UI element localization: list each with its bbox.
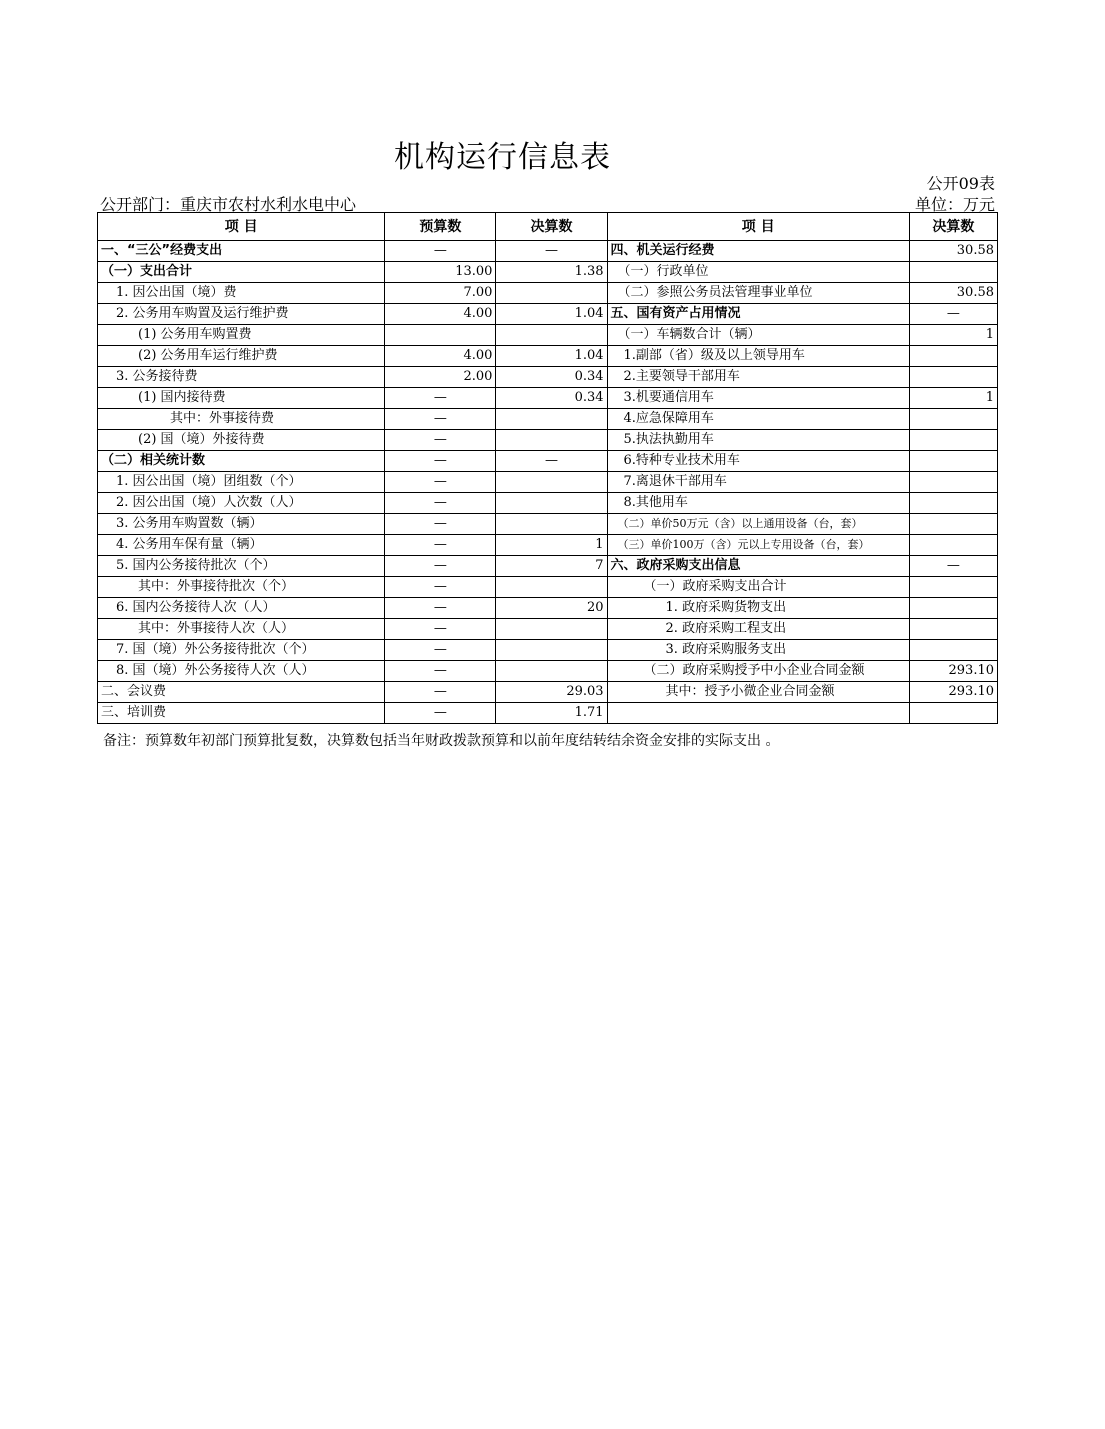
row-budget: — — [385, 535, 496, 556]
row-budget: — — [385, 493, 496, 514]
row-final-left: 1.71 — [496, 703, 607, 724]
table-row — [98, 409, 998, 430]
header-budget: 预算数 — [385, 213, 496, 241]
row-final-left: 20 — [496, 598, 607, 619]
row-final-right — [909, 430, 997, 451]
row-item-right: 1. 政府采购货物支出 — [607, 598, 909, 619]
row-item-left: （二）相关统计数 — [98, 451, 385, 472]
table-row — [98, 451, 998, 472]
table-row — [98, 472, 998, 493]
row-budget: 4.00 — [385, 346, 496, 367]
table-row — [98, 703, 998, 724]
row-budget: — — [385, 703, 496, 724]
row-final-right — [909, 346, 997, 367]
row-final-left: 1.04 — [496, 304, 607, 325]
table-row — [98, 325, 998, 346]
unit-label: 单位：万元 — [914, 195, 995, 214]
row-item-right: （一）政府采购支出合计 — [607, 577, 909, 598]
row-final-right: 30.58 — [909, 241, 997, 262]
row-final-left: — — [496, 241, 607, 262]
row-budget: — — [385, 472, 496, 493]
row-budget: — — [385, 661, 496, 682]
row-final-left — [496, 472, 607, 493]
row-item-right: 3.机要通信用车 — [607, 388, 909, 409]
table-row — [98, 556, 998, 577]
row-item-left: 其中：外事接待费 — [98, 409, 385, 430]
row-final-right — [909, 367, 997, 388]
department-label: 公开部门：重庆市农村水利水电中心 — [100, 195, 357, 214]
row-budget: — — [385, 682, 496, 703]
row-budget: — — [385, 409, 496, 430]
row-item-right: （一）车辆数合计（辆） — [607, 325, 909, 346]
row-item-left: 2. 公务用车购置及运行维护费 — [98, 304, 385, 325]
row-item-left: 其中：外事接待人次（人） — [98, 619, 385, 640]
table-row — [98, 661, 998, 682]
table-row — [98, 493, 998, 514]
row-budget: — — [385, 388, 496, 409]
row-budget: 13.00 — [385, 262, 496, 283]
row-final-left — [496, 619, 607, 640]
row-item-left: 3. 公务用车购置数（辆） — [98, 514, 385, 535]
row-item-right: 8.其他用车 — [607, 493, 909, 514]
row-final-left — [496, 409, 607, 430]
row-budget: 2.00 — [385, 367, 496, 388]
table-row — [98, 262, 998, 283]
row-budget: — — [385, 451, 496, 472]
row-final-right — [909, 472, 997, 493]
row-final-right — [909, 493, 997, 514]
row-item-right: 2. 政府采购工程支出 — [607, 619, 909, 640]
row-final-left — [496, 514, 607, 535]
row-item-right: 其中：授予小微企业合同金额 — [607, 682, 909, 703]
row-final-left: 0.34 — [496, 388, 607, 409]
row-final-right: 293.10 — [909, 682, 997, 703]
table-row — [98, 577, 998, 598]
row-item-left: 一、“三公”经费支出 — [98, 241, 385, 262]
row-final-left — [496, 325, 607, 346]
row-item-left: 4. 公务用车保有量（辆） — [98, 535, 385, 556]
row-item-left: 2. 因公出国（境）人次数（人） — [98, 493, 385, 514]
table-body — [98, 241, 998, 724]
row-item-right: （二）单价50万元（含）以上通用设备（台，套） — [607, 514, 909, 535]
table-row — [98, 514, 998, 535]
row-item-right: 四、机关运行经费 — [607, 241, 909, 262]
row-final-left: — — [496, 451, 607, 472]
row-final-left: 1.04 — [496, 346, 607, 367]
row-final-right — [909, 514, 997, 535]
row-item-right: 4.应急保障用车 — [607, 409, 909, 430]
row-budget — [385, 325, 496, 346]
row-final-right — [909, 619, 997, 640]
row-final-left: 7 — [496, 556, 607, 577]
row-budget: — — [385, 430, 496, 451]
row-item-right: （二）政府采购授予中小企业合同金额 — [607, 661, 909, 682]
row-final-right: — — [909, 556, 997, 577]
row-final-right — [909, 535, 997, 556]
row-budget: — — [385, 577, 496, 598]
row-budget: 4.00 — [385, 304, 496, 325]
row-item-left: 二、会议费 — [98, 682, 385, 703]
row-final-left — [496, 661, 607, 682]
row-item-right: 3. 政府采购服务支出 — [607, 640, 909, 661]
row-budget: — — [385, 241, 496, 262]
row-final-left: 1.38 — [496, 262, 607, 283]
row-final-left — [496, 640, 607, 661]
row-item-left: (2) 公务用车运行维护费 — [98, 346, 385, 367]
row-budget: — — [385, 619, 496, 640]
row-item-left: （一）支出合计 — [98, 262, 385, 283]
row-item-left: 6. 国内公务接待人次（人） — [98, 598, 385, 619]
row-final-right: 30.58 — [909, 283, 997, 304]
footnote: 备注：预算数年初部门预算批复数，决算数包括当年财政拨款预算和以前年度结转结余资金安排的实际支出 。 — [103, 733, 780, 749]
table-row — [98, 388, 998, 409]
table-row — [98, 535, 998, 556]
row-final-right — [909, 703, 997, 724]
row-final-left — [496, 493, 607, 514]
row-item-right: 5.执法执勤用车 — [607, 430, 909, 451]
row-item-left: 7. 国（境）外公务接待批次（个） — [98, 640, 385, 661]
row-item-right: 2.主要领导干部用车 — [607, 367, 909, 388]
row-item-left: 1. 因公出国（境）费 — [98, 283, 385, 304]
row-item-right: （三）单价100万（含）元以上专用设备（台，套） — [607, 535, 909, 556]
page-title: 机构运行信息表 — [394, 140, 611, 175]
row-final-right — [909, 598, 997, 619]
row-item-left: 其中：外事接待批次（个） — [98, 577, 385, 598]
table-header-row — [98, 213, 998, 241]
row-final-left: 29.03 — [496, 682, 607, 703]
row-final-left — [496, 577, 607, 598]
header-item-left: 项 目 — [98, 213, 385, 241]
table-row — [98, 241, 998, 262]
row-item-right — [607, 703, 909, 724]
row-item-right: 1.副部（省）级及以上领导用车 — [607, 346, 909, 367]
row-final-left: 0.34 — [496, 367, 607, 388]
header-final-left: 决算数 — [496, 213, 607, 241]
info-table — [97, 212, 998, 724]
table-row — [98, 304, 998, 325]
row-item-left: (2) 国（境）外接待费 — [98, 430, 385, 451]
table-row — [98, 430, 998, 451]
table-row — [98, 619, 998, 640]
row-final-right — [909, 409, 997, 430]
row-final-left — [496, 430, 607, 451]
table-row — [98, 682, 998, 703]
table-row — [98, 346, 998, 367]
row-final-right — [909, 262, 997, 283]
row-item-left: 三、培训费 — [98, 703, 385, 724]
row-budget: — — [385, 556, 496, 577]
row-item-right: 五、国有资产占用情况 — [607, 304, 909, 325]
row-item-left: (1) 公务用车购置费 — [98, 325, 385, 346]
header-final-right: 决算数 — [909, 213, 997, 241]
row-item-left: 8. 国（境）外公务接待人次（人） — [98, 661, 385, 682]
row-budget: — — [385, 514, 496, 535]
header-item-right: 项 目 — [607, 213, 909, 241]
row-item-right: 7.离退休干部用车 — [607, 472, 909, 493]
row-final-right: 1 — [909, 388, 997, 409]
row-item-left: 5. 国内公务接待批次（个） — [98, 556, 385, 577]
row-budget: — — [385, 640, 496, 661]
table-row — [98, 283, 998, 304]
row-final-left: 1 — [496, 535, 607, 556]
row-final-right — [909, 640, 997, 661]
table-row — [98, 598, 998, 619]
form-number: 公开09表 — [926, 174, 995, 193]
row-item-right: 6.特种专业技术用车 — [607, 451, 909, 472]
row-item-left: (1) 国内接待费 — [98, 388, 385, 409]
row-final-right: 1 — [909, 325, 997, 346]
row-budget: — — [385, 598, 496, 619]
row-item-right: （二）参照公务员法管理事业单位 — [607, 283, 909, 304]
row-budget: 7.00 — [385, 283, 496, 304]
row-final-right: 293.10 — [909, 661, 997, 682]
row-final-right: — — [909, 304, 997, 325]
row-item-right: （一）行政单位 — [607, 262, 909, 283]
row-final-right — [909, 577, 997, 598]
row-item-left: 3. 公务接待费 — [98, 367, 385, 388]
row-final-right — [909, 451, 997, 472]
table-row — [98, 640, 998, 661]
row-final-left — [496, 283, 607, 304]
row-item-left: 1. 因公出国（境）团组数（个） — [98, 472, 385, 493]
row-item-right: 六、政府采购支出信息 — [607, 556, 909, 577]
table-row — [98, 367, 998, 388]
